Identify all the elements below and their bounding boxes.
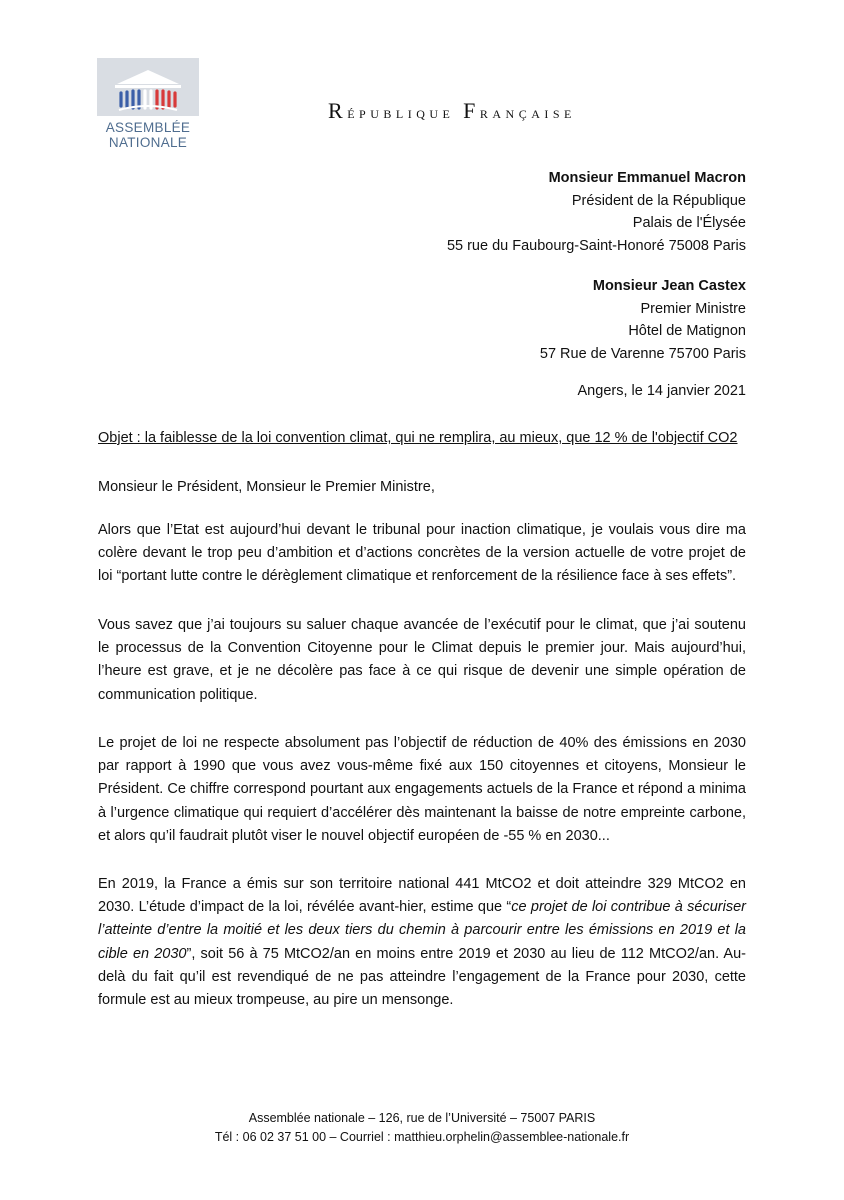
paragraph-2: Vous savez que j’ai toujours su saluer chaque avancée de l’exécutif pour le climat, que j’ai soutenu le processus de la Convention Citoyenne pour le Climat depuis le premier jour. Mais aujourd’hui, l’heure est grave, et je ne décolère pas face à ce qui risque de devenir une simple opération de communication politique. xyxy=(98,617,746,703)
paragraph-4: En 2019, la France a émis sur son territoire national 441 MtCO2 et doit atteindre 329 MtCO2 en 2030. L’étude d’impact de la loi, révélée avant-hier, estime que “ce projet de loi contribue à sécuriser l’atteinte d’entre la moitié et les deux tiers du chemin à parcourir entre les émissions en 2019 et la cible en 2030”, soit 56 à 75 MtCO2/an en moins entre 2019 et 2030 au lieu de 112 MtCO2/an. Au-delà du fait qu’il est revendiqué de ne pas atteindre l’engagement de la France pour 2030, cette formule est au mieux trompeuse, au pire un mensonge. xyxy=(98,876,747,1009)
recipient-name: Monsieur Jean Castex xyxy=(592,278,746,294)
recipient-title: Président de la République xyxy=(571,192,746,209)
paragraph-3: Le projet de loi ne respecte absolument pas l’objectif de réduction de 40% des émissions en 2030 par rapport à 1990 que vous avez vous-même fixé aux 150 citoyennes et citoyens, Monsieur le Président. Ce chiffre correspond pourtant aux engagements actuels de la France et répond a minima à l’urgence climatique qui requiert d’accélérer dès maintenant la baisse de notre empreinte carbone, et alors qu’il faudrait plutôt viser le nouvel objectif européen de -55 % en 2030... xyxy=(98,735,746,844)
paragraph-1: Alors que l’Etat est aujourd’hui devant le tribunal pour inaction climatique, je voulais vous dire ma colère devant le trop peu d’ambition et d’actions concrètes de la version actuelle de votre projet de loi “portant lutte contre le dérèglement climatique et renforcement de la résilience face à ses effets”. xyxy=(98,522,746,585)
footer-address: Assemblée nationale – 126, rue de l’Université – 75007 PARIS xyxy=(248,1111,596,1125)
assemblee-nationale-logo xyxy=(97,58,199,150)
recipient-address: 55 rue du Faubourg-Saint-Honoré 75008 Paris xyxy=(446,237,746,254)
hemicycle-icon xyxy=(97,58,199,116)
republique-francaise-heading: République Française xyxy=(328,98,576,123)
recipient-place: Hôtel de Matignon xyxy=(628,323,746,339)
logo-wordmark xyxy=(97,120,199,150)
recipient-block-prime-minister xyxy=(540,275,746,365)
letter-date: Angers, le 14 janvier 2021 xyxy=(577,383,746,399)
letter-salutation: Monsieur le Président, Monsieur le Premier Ministre, xyxy=(98,479,435,495)
recipient-name: Monsieur Emmanuel Macron xyxy=(548,170,746,186)
footer-contact: Tél : 06 02 37 51 00 – Courriel : matthieu.orphelin@assemblee-nationale.fr xyxy=(214,1130,630,1144)
impact-study-quote: ce projet de loi contribue à sécuriser l’atteinte d’entre la moitié et les deux tiers du chemin à parcourir entre les émissions en 2019 et la cible en 2030 xyxy=(98,899,746,962)
recipient-place: Palais de l'Élysée xyxy=(632,215,746,231)
letter-subject: Objet : la faiblesse de la loi convention climat, qui ne remplira, au mieux, que 12 % de l'objectif CO2 xyxy=(98,430,738,446)
letter-footer xyxy=(0,1109,844,1147)
logo-line-1: ASSEMBLÉE xyxy=(105,120,191,135)
recipient-address: 57 Rue de Varenne 75700 Paris xyxy=(539,345,746,362)
logo-line-2: NATIONALE xyxy=(108,135,188,150)
recipient-title: Premier Ministre xyxy=(640,300,746,317)
recipient-block-president xyxy=(447,167,746,257)
